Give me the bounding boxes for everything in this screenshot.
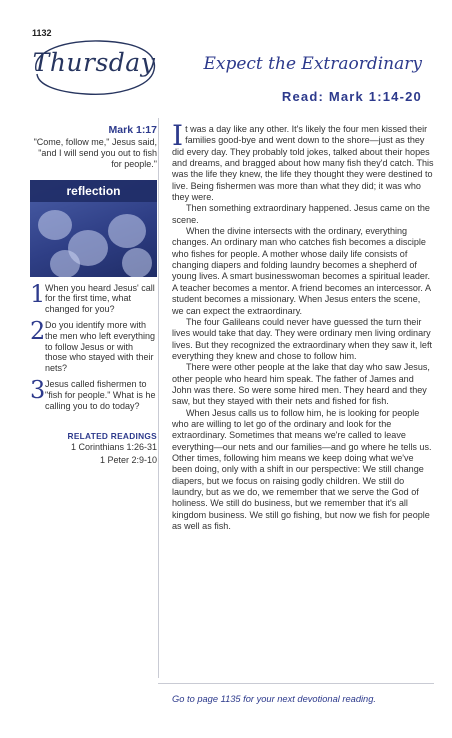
question-number: 2 xyxy=(30,317,46,346)
question-number: 3 xyxy=(30,376,46,405)
devotional-title: Expect the Extraordinary xyxy=(203,54,422,74)
paragraph-text: t was a day like any other. It's likely the four men kissed their families good-bye and went down to the shore—just as they did every day. They probably told jokes, talked about their hopes and dreams, and bragged about how many fish they'd catch. This was the life they knew, the life they thought they were destined to live. Being fishermen was more than what they did; it was who they were. xyxy=(172,124,434,203)
reflection-label: reflection xyxy=(30,180,157,202)
question-text: Do you identify more with the men who left everything to follow Jesus or with those who stayed with their nets? xyxy=(45,320,156,373)
footer-divider xyxy=(158,683,434,684)
drop-cap: I xyxy=(172,119,184,152)
flower-decoration xyxy=(50,250,80,277)
flower-decoration xyxy=(38,210,72,240)
body-paragraph: When the divine intersects with the ordinary, everything changes. An ordinary man who catches fish becomes a disciple who fishes for people. A mother whose daily life consists of changing diapers and folding laundry becomes a shepherd of young lives. A smart businesswoman becomes a spiritual leader. A teacher becomes a mentor. A friend becomes an intercessor. A student becomes a missionary. When Jesus enters the scene, we can expect the extraordinary. xyxy=(172,226,431,316)
body-paragraph: There were other people at the lake that day who saw Jesus, other people who heard him speak. The father of James and John was there. So were some hired men. They heard and they saw, but they stayed with their nets and fished for fish. xyxy=(172,362,430,407)
related-reading: 1 Corinthians 1:26-31 xyxy=(70,442,157,453)
devotional-body xyxy=(172,119,434,532)
reflection-question xyxy=(30,317,157,373)
page-number: 1132 xyxy=(32,28,52,38)
question-text: Jesus called fishermen to "fish for people." What is he calling you to do today? xyxy=(45,379,156,411)
next-reading-note: Go to page 1135 for your next devotional reading. xyxy=(172,694,376,704)
related-reading: 1 Peter 2:9-10 xyxy=(99,455,157,466)
flower-decoration xyxy=(108,214,146,248)
reflection-image xyxy=(30,180,157,277)
sidebar xyxy=(30,120,157,467)
body-paragraph: Then something extraordinary happened. Jesus came on the scene. xyxy=(172,203,430,225)
question-text: When you heard Jesus' call for the first time, what changed for you? xyxy=(45,282,155,314)
body-paragraph xyxy=(172,119,434,203)
body-paragraph: When Jesus calls us to follow him, he is looking for people who are willing to let go of the ordinary and look for the extraordinary. Sometimes that means we're called to leave everything—our nets and our families—and go where he tells us. Other times, following him means we keep doing what we've been doing, only with a shift in our perspective: We still change diapers, but we focus on raising godly children. We still do laundry, but as we do, we remember that we serve the God of holiness. We still do business, but we remember that it's all kingdom business. We still go fishing, but now we fish for people as well as fish. xyxy=(172,407,432,532)
key-verse-text: "Come, follow me," Jesus said, "and I will send you out to fish for people." xyxy=(33,137,157,170)
question-number: 1 xyxy=(30,279,46,308)
day-title: Thursday xyxy=(32,48,156,77)
reading-reference: Read: Mark 1:14-20 xyxy=(281,89,422,104)
day-badge xyxy=(28,36,160,98)
key-verse-reference: Mark 1:17 xyxy=(108,124,157,136)
body-paragraph: The four Galileans could never have guessed the turn their lives would take that day. They were ordinary men living ordinary lives. But they recognized the extraordinary when they saw it, left everything they knew and chose to follow him. xyxy=(172,316,432,361)
reflection-question xyxy=(30,376,157,411)
flower-decoration xyxy=(122,248,152,277)
related-readings-heading: RELATED READINGS xyxy=(67,431,157,442)
reflection-question xyxy=(30,279,157,315)
column-divider xyxy=(158,118,159,678)
